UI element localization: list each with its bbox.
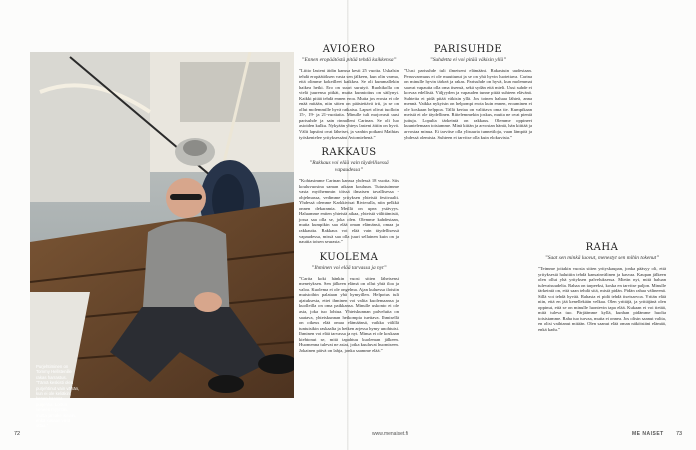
heading-rakkaus: RAKKAUS: [321, 147, 377, 159]
body-parisuhde: ”Uusi parisuhde tuli ilmeiseni elämääni. Rakastuin uudestaan. Perusvarmuus ei ole muuttunut ja se on yhä hyvin luotettava. Carina on minulle hyvin tärkeä ja rakas. Parisuhde on hyvä, kun molemmat saavat vapautta olla oma itsensä, sekä sydän että mieli. Uusi suhde ei korvaa edellistä. Väljyyden ja vapauden tunne pitää suhteen elävänä. Suhteita ei pidä pitää väkisin yllä. Jos toinen haluaa lähteä, anna mennä. Vaikka nykyisin on helpompi erota kuin ennen, eroaminen ei ole koskaan helppoa. Tällä kertaa on valittava oma tie. Kumpikaan meistä ei ole täydellinen. Riitelemmekin joskus, mutta ne ovat pieniä juttuja. Lopulta tärkeintä on rakkaus. Olemme oppineet kuuntelemaan toisiamme. Minä kiitän ja arvostan häntä, hän kiittää ja arvostaa minua. Ei tarvitse olla ylisuuria tunnetiloja, vaan lämpöä ja yhdessä olemista. Suhteen ei tarvitse olla kuin elokuvista.”: [404, 68, 532, 140]
quote-rakkaus: ”Rakkaus voi elää vain täydellisessä vapaudessa”: [309, 160, 389, 174]
quote-avioero: ”Ennen eropäätöstä pitää tehdä kaikkensa”: [301, 57, 397, 63]
body-avioero: ”Liitto Iasteni äidin kanssa kesti 25 vuotta. Uskalsin tehdä eropäätöksen vasta sen jälkeen, kun olin varma, että olimme kokeilleet kaikkea. Se oli kummallekin haikea hetki. Ero on suuri surutyö. Ruohikolla on vielä juurensa pitkät, mutta kunnioitus on säilynyt. Kaikki pitää tehdä ennen eroa. Mutta jos erosta ei ole enää mitään, niin sitten on päästettävä irti, ja se on ollut molemmille hyvä ratkaisu. Lapset olivat tuolloin 15-, 19- ja 21-vuotiaita. Minulle tuli mojovasti uusi parisuhde ja sain rinnalleni Carinan. Se oli luo asioiden kulku. Nykyään yhteys lasteni äitiin on hyvä. Välit lapsiini ovat läheiset, ja vanhin poikani Mathias työskentelee yrityksessäni Aviomiehenä.”: [299, 68, 399, 140]
page-number-left: 72: [14, 431, 21, 437]
photo-caption: Purjehtiminen on Tommy Hellstenille rakas harrastus. "Tämä keskisti olen purjehtinut vain vähän, kun ei ole keliäkin, kenen kanssa purjehtia. Loitsin, veneen myyntiin, mutta jamake ikivain, ehkä kukaan vielä ottaa.": [36, 364, 80, 429]
heading-raha: RAHA: [585, 242, 619, 253]
body-kuolema: ”Carita koki hänkin vuosi sitten läheisensi menetyksen. Sen jälkeen elämä on ollut yhtä iloa ja valoa. Kuolema ei ole ongelma. Ajan kuluessa iloisiin muistoihin palataan yhä hymyillen. Helpotus tuli ajatuksesta, ettei ihminen voi valita kuolemaansa ja kuolleilla on oma paikkansa. Minulle uskonto ei ole asia, joka tuo lohtua. Yhteiskunnan palveluita on saatava, yhteiskunnan heikompia tuettava. Ihmisellä on oikeus elää omaa elämäänsä, vaikka välillä tuntuisikin raskaalta ja hetken arjessa hymy unohtuisi. Ihminen voi elää tarvassa ja nyt. Minua ei ole koskaan kiehtonut se, mitä tapahtuu kuoleman jälkeen. Huomenna tulevat ne asiat, jotka kuuluvat huomiseen. Jokainen päivä on lahja, jonka saamme elää.”: [299, 275, 400, 353]
quote-kuolema: ”Ihminen voi elää tarvassa ja nyt”: [311, 264, 387, 271]
body-rakkaus: ”Kohtasimme Carinan kanssa yhdessä 18 vuotta. Siis kouluvuosina saman aikaan kouluun. Tutustuimme vasta myöhemmin töissä ilmaisen tavallisessa -ohjelmassa, vedimme yrityksen yhteisiä festivaalit. Yhdessä olemme Karkkivisat Rivieralla, niin pelkkä onnen dekaramia. Meillä on upea ystävyys. Haluamme eniten yhteistä aikaa, yhteistä välittämistä, jossa saa olla se, joka olen. Olemme kahdestaan, mutta kumpikin saa elää oman elämänsä, omaa ja rakkautta. Rakkaus voi elää vain täydellisessä vapaudessa, missä saa olla juuri sellainen kuin on ja nauttia toisen seurasta.”: [299, 178, 399, 245]
quote-parisuhde: ”Suhdetta ei voi pitää väkisin yllä”: [429, 57, 507, 63]
column-raha: [538, 242, 666, 333]
body-raha: ”Teimme joitakin vuosia sitten yrityskaupan, jonka pääsyy oli, että yrityksestä haluttiin tehdä kansainvälinen ja kasvaa. Kaupan jälkeen olen ollut yhä yrityksen palveluksessa. Mietin nyt, mitä haluan tulevaisuudelta. Rahaa on tarpeeksi, koska en tarvitse paljon. Minulle tärkeintä on, että saan tehdä sitä, mistä pidän. Pidän rahaa välineenä. Sillä voi tehdä hyvää. Rahasta ei pidä tehdä itseisarvoa. Yritän elää niin, että en jää kenellekään velkaa. Olen yrittäjä, ja yrittäjänä olen oppinut, että se on minulle luontevin tapa elää. Kukaan ei voi tietää, mitä tuleva tuo. Pärjäämme kyllä, kunhan pidämme huolta toisistamme. Raha tuo turvaa, mutta ei onnea. Jos olisin saanut valita, en olisi vaihtanut mitään. Olen saanut elää oman näköistäni elämää, enkä kadu.”: [538, 266, 666, 333]
portrait-photo: [30, 52, 294, 398]
sailboat-portrait-illustration: [30, 52, 294, 398]
heading-avioero: AVIOERO: [322, 44, 376, 55]
footer-url: www.menaiset.fi: [372, 431, 409, 437]
column-right: [404, 44, 532, 140]
heading-kuolema: KUOLEMA: [319, 251, 379, 263]
footer-brand: ME NAISET: [632, 431, 664, 437]
heading-parisuhde: PARISUHDE: [433, 44, 503, 55]
column-left: [299, 44, 399, 353]
page-number-right: 73: [676, 431, 683, 437]
quote-raha: ”Saat sen minkä luovut, menestyt sen mihin tokenut”: [544, 255, 660, 261]
